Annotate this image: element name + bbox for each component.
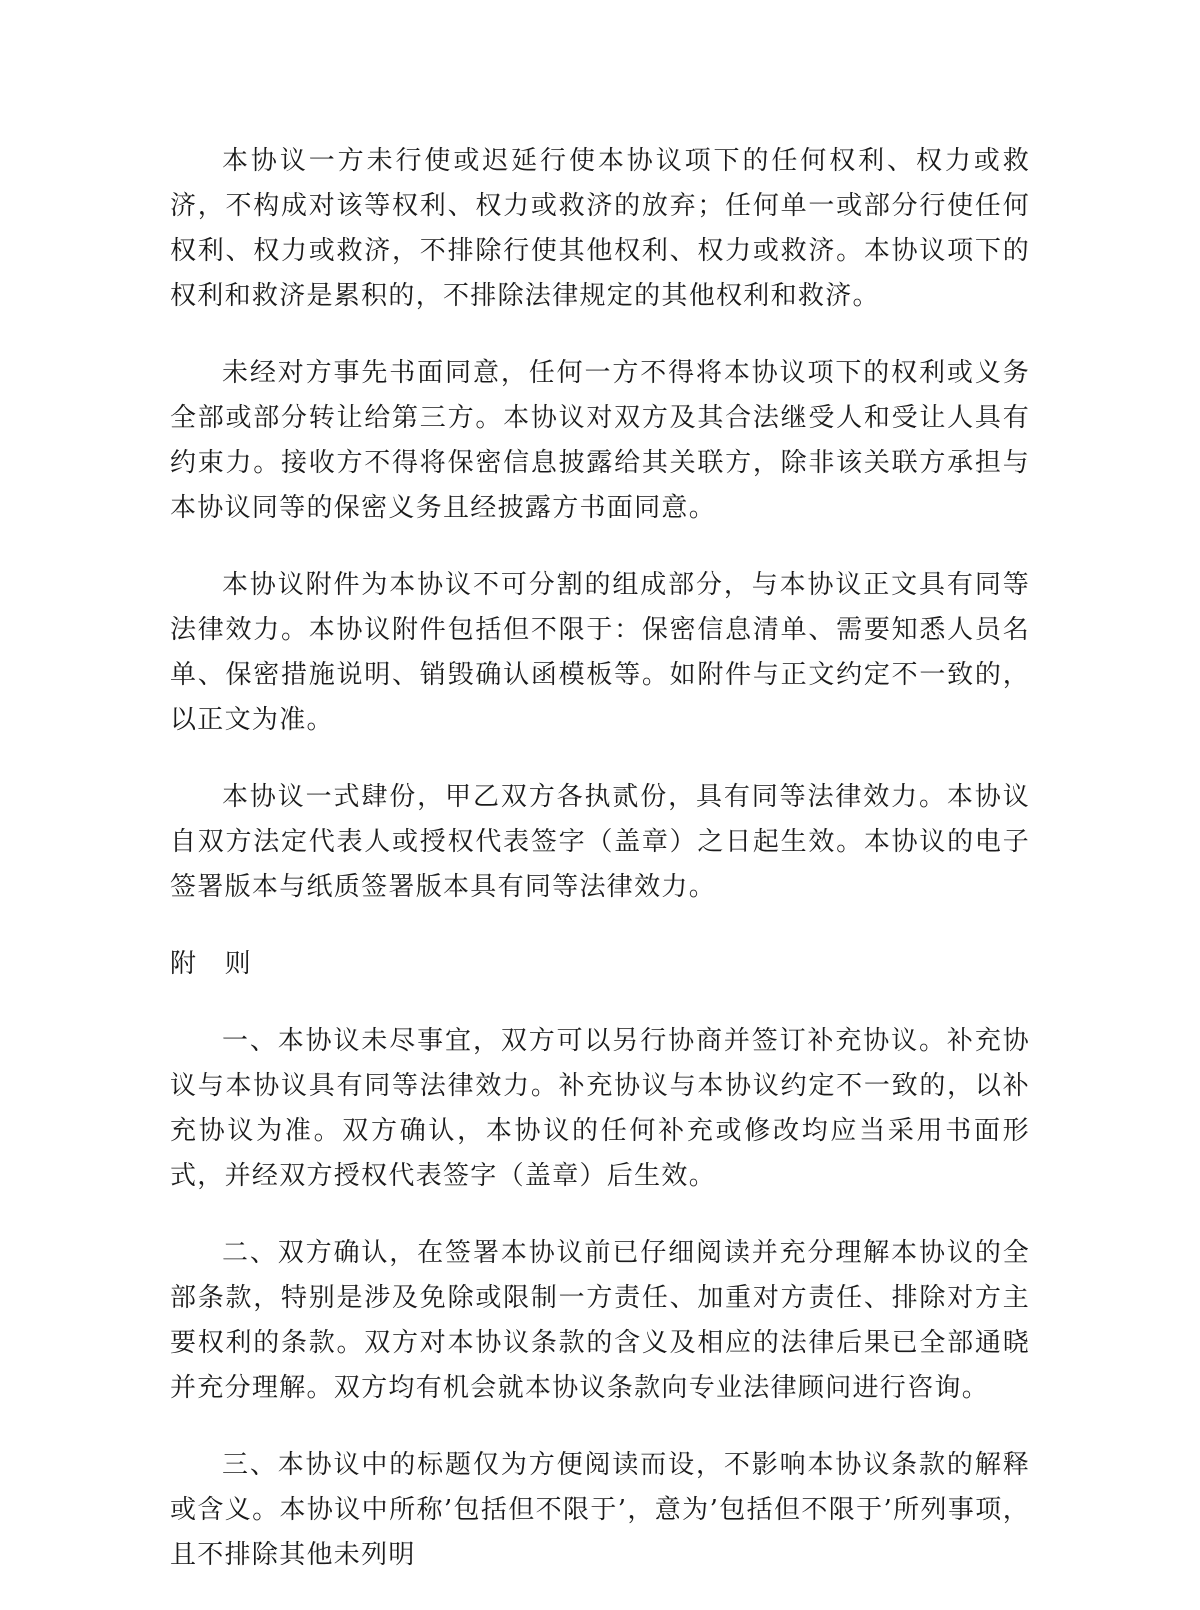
document-body <box>170 139 1030 1610</box>
paragraph-supplementary-2: 二、双方确认，在签署本协议前已仔细阅读并充分理解本协议的全部条款，特别是涉及免除或限制一方责任、加重对方责任、排除对方主要权利的条款。双方对本协议条款的含义及相应的法律后果已全部通晓并充分理解。双方均有机会就本协议条款向专业法律顾问进行咨询。 <box>170 1238 1030 1403</box>
paragraph-supplementary-1: 一、本协议未尽事宜，双方可以另行协商并签订补充协议。补充协议与本协议具有同等法律效力。补充协议与本协议约定不一致的，以补充协议为准。双方确认，本协议的任何补充或修改均应当采用书面形式，并经双方授权代表签字（盖章）后生效。 <box>170 1026 1030 1191</box>
paragraph-annexes: 本协议附件为本协议不可分割的组成部分，与本协议正文具有同等法律效力。本协议附件包括但不限于：保密信息清单、需要知悉人员名单、保密措施说明、销毁确认函模板等。如附件与正文约定不一致的，以正文为准。 <box>170 570 1030 735</box>
section-heading-supplementary: 附 则 <box>170 949 252 979</box>
paragraph-counterparts: 本协议一式肆份，甲乙双方各执贰份，具有同等法律效力。本协议自双方法定代表人或授权代表签字（盖章）之日起生效。本协议的电子签署版本与纸质签署版本具有同等法律效力。 <box>170 782 1030 902</box>
paragraph-assignment: 未经对方事先书面同意，任何一方不得将本协议项下的权利或义务全部或部分转让给第三方。本协议对双方及其合法继受人和受让人具有约束力。接收方不得将保密信息披露给其关联方，除非该关联方承担与本协议同等的保密义务且经披露方书面同意。 <box>170 358 1030 523</box>
paragraph-waiver: 本协议一方未行使或迟延行使本协议项下的任何权利、权力或救济，不构成对该等权利、权力或救济的放弃；任何单一或部分行使任何权利、权力或救济，不排除行使其他权利、权力或救济。本协议项下的权利和救济是累积的，不排除法律规定的其他权利和救济。 <box>170 146 1030 311</box>
paragraph-supplementary-3: 三、本协议中的标题仅为方便阅读而设，不影响本协议条款的解释或含义。本协议中所称’包括但不限于’，意为’包括但不限于’所列事项，且不排除其他未列明 <box>170 1450 1030 1570</box>
